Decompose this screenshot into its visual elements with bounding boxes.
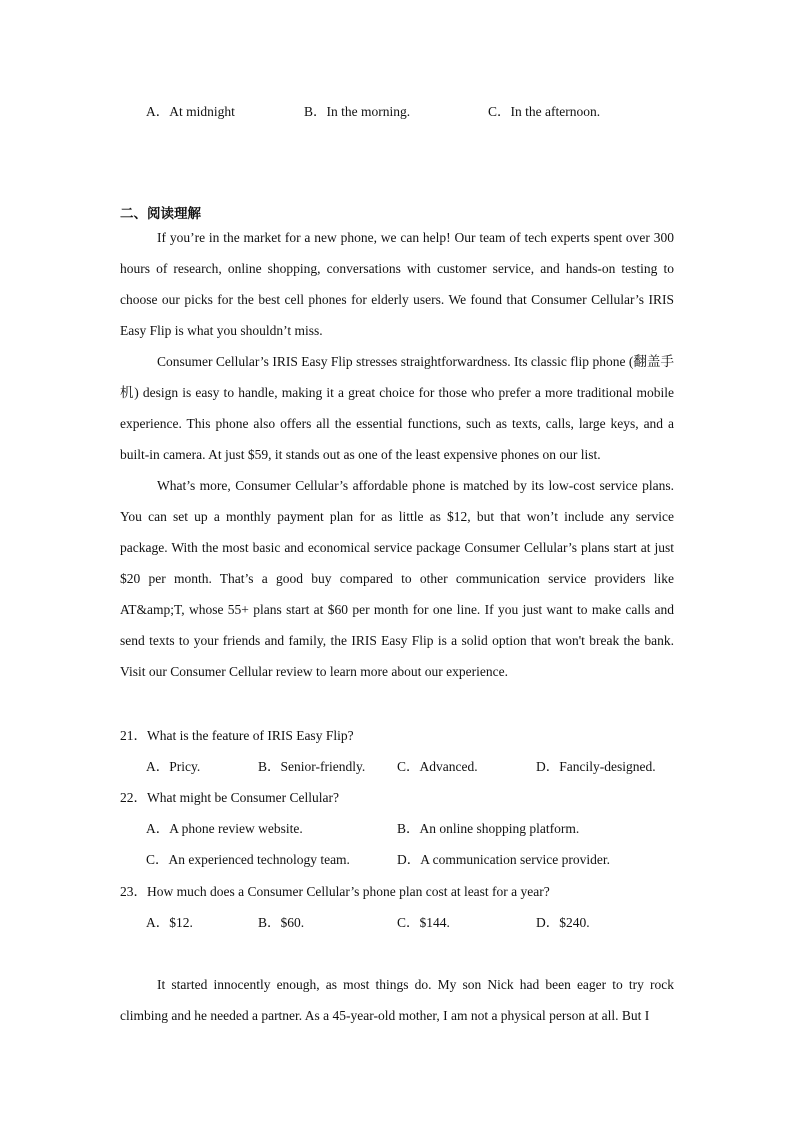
section-title: 二、阅读理解 (120, 206, 201, 222)
passage-paragraph: What’s more, Consumer Cellular’s affordable phone is matched by its low-cost service plans. You can set up a monthly payment plan for as little as $12, but that won’t include any service package. With the most basic and economical service package Consumer Cellular’s plans start at just $20 per month. That’s a good buy compared to other communication service providers like AT&amp;T, whose 55+ plans start at $60 per month for one line. If you just want to make calls and send texts to your friends and family, the IRIS Easy Flip is a solid option that won't break the bank. Visit our Consumer Cellular review to learn more about our experience. (120, 478, 674, 679)
q22-option-a: A．A phone review website. (146, 821, 303, 836)
reading-passage-1 (120, 222, 674, 687)
question-23: 23．How much does a Consumer Cellular’s phone plan cost at least for a year? (120, 884, 550, 899)
q21-option-a: A．Pricy. (146, 759, 201, 774)
q21-option-c: C．Advanced. (397, 759, 478, 774)
option-a: A．At midnight (146, 104, 235, 119)
option-c: C．In the afternoon. (488, 104, 601, 119)
q22-option-d: D．A communication service provider. (397, 852, 610, 867)
q21-option-b: B．Senior-friendly. (258, 759, 366, 774)
passage-paragraph: Consumer Cellular’s IRIS Easy Flip stresses straightforwardness. Its classic flip phone (翻盖手机) design is easy to handle, making it a great choice for those who prefer a more traditional mobile experience. This phone also offers all the essential functions, such as texts, calls, large keys, and a built-in camera. At just $59, it stands out as one of the least expensive phones on our list. (120, 354, 674, 462)
q23-option-c: C．$144. (397, 915, 450, 930)
q23-option-d: D．$240. (536, 915, 590, 930)
passage-paragraph: It started innocently enough, as most things do. My son Nick had been eager to try rock climbing and he needed a partner. As a 45-year-old mother, I am not a physical person at all. But I (120, 977, 674, 1023)
reading-passage-2 (120, 969, 674, 1031)
q22-option-b: B．An online shopping platform. (397, 821, 580, 836)
passage-paragraph: If you’re in the market for a new phone, we can help! Our team of tech experts spent over 300 hours of research, online shopping, conversations with customer service, and hands-on testing to choose our picks for the best cell phones for elderly users. We found that Consumer Cellular’s IRIS Easy Flip is what you shouldn’t miss. (120, 230, 674, 338)
question-22: 22．What might be Consumer Cellular? (120, 790, 339, 805)
q23-option-a: A．$12. (146, 915, 193, 930)
option-b: B．In the morning. (304, 104, 411, 119)
q21-option-d: D．Fancily-designed. (536, 759, 656, 774)
question-21: 21．What is the feature of IRIS Easy Flip? (120, 728, 354, 743)
q23-option-b: B．$60. (258, 915, 305, 930)
q22-option-c: C．An experienced technology team. (146, 852, 350, 867)
